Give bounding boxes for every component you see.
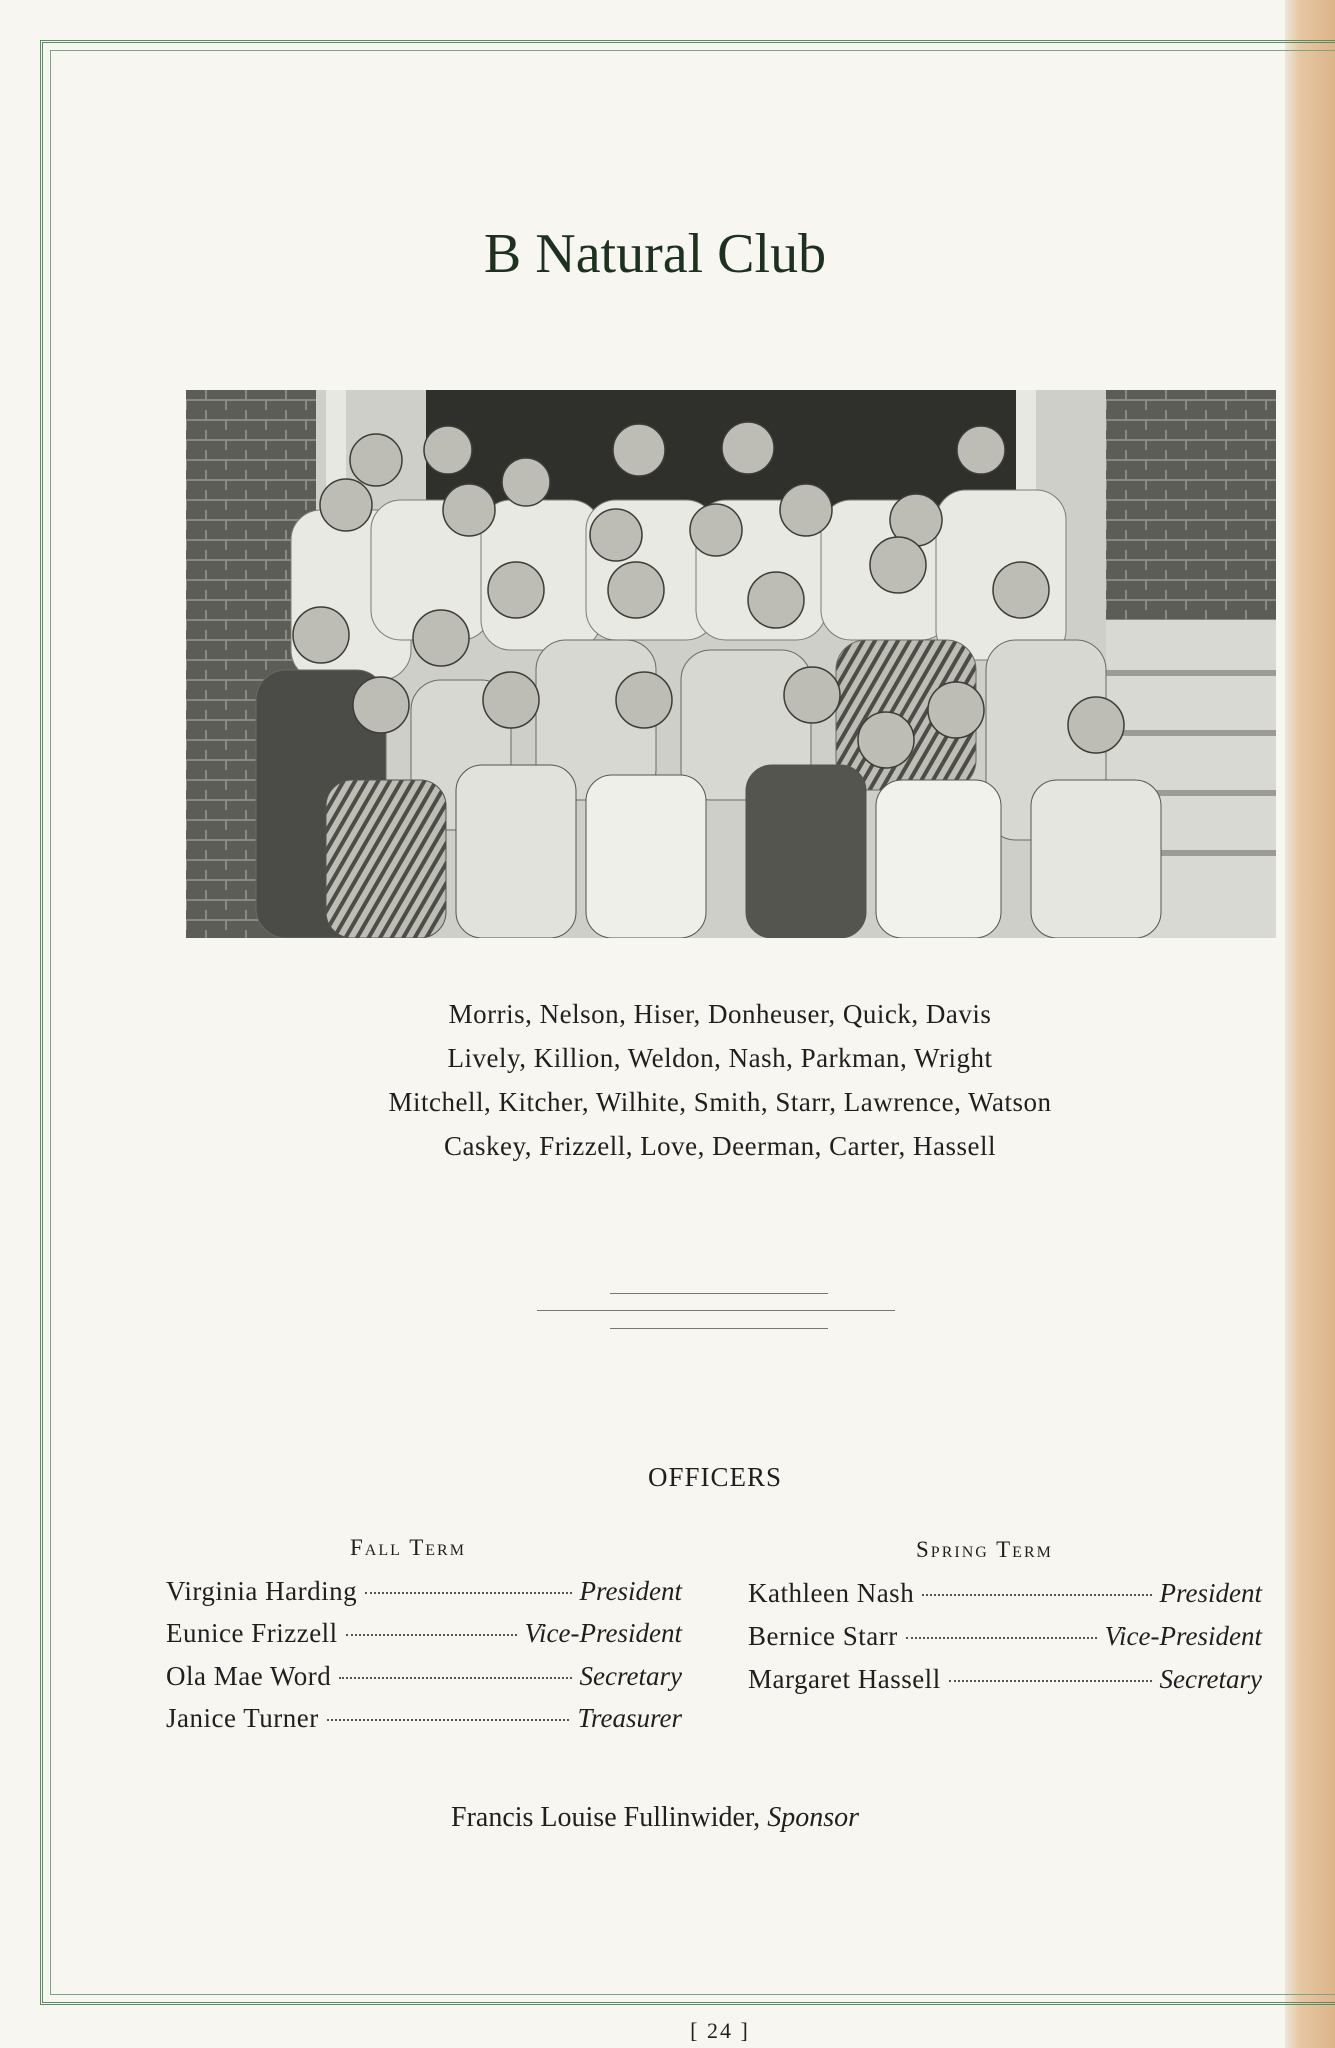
sponsor-role: Sponsor	[767, 1802, 859, 1833]
officer-row	[166, 1618, 682, 1658]
leader-dots	[327, 1719, 570, 1721]
officer-name: Kathleen Nash	[748, 1578, 915, 1608]
divider-rule	[537, 1310, 895, 1311]
officer-role: President	[579, 1576, 682, 1606]
officer-name: Virginia Harding	[166, 1576, 358, 1606]
leader-dots	[339, 1677, 571, 1679]
officer-row	[166, 1703, 682, 1743]
leader-dots	[906, 1637, 1097, 1639]
officer-role: Vice-President	[1104, 1621, 1262, 1651]
divider-rule	[610, 1328, 828, 1329]
officer-name: Janice Turner	[166, 1703, 319, 1733]
officer-role: Secretary	[579, 1661, 682, 1691]
officer-row	[748, 1664, 1262, 1704]
officer-name: Eunice Frizzell	[166, 1618, 338, 1648]
group-photo-image	[186, 390, 1276, 938]
names-row: Mitchell, Kitcher, Wilhite, Smith, Starr, Lawrence, Watson	[388, 1087, 1052, 1117]
officer-role: Vice-President	[524, 1618, 682, 1648]
divider-rule	[610, 1293, 828, 1294]
leader-dots	[365, 1592, 571, 1594]
fall-term-heading: Fall Term	[350, 1535, 466, 1560]
officer-role: Secretary	[1159, 1664, 1262, 1694]
leader-dots	[922, 1594, 1151, 1596]
officer-role: President	[1159, 1578, 1262, 1608]
officer-row	[748, 1621, 1262, 1661]
officer-row	[166, 1576, 682, 1616]
officer-row	[748, 1578, 1262, 1618]
names-row: Morris, Nelson, Hiser, Donheuser, Quick, Davis	[448, 999, 992, 1029]
group-photo	[186, 390, 1276, 938]
officer-name: Ola Mae Word	[166, 1661, 332, 1691]
officer-name: Margaret Hassell	[748, 1664, 941, 1694]
page-number: [ 24 ]	[690, 2018, 750, 2043]
officer-name: Bernice Starr	[748, 1621, 898, 1651]
photo-caption-names	[0, 992, 1335, 1168]
names-row: Caskey, Frizzell, Love, Deerman, Carter, Hassell	[444, 1131, 996, 1161]
leader-dots	[346, 1634, 517, 1636]
sponsor-line	[0, 1802, 1310, 1834]
page-title: B Natural Club	[483, 223, 827, 285]
spring-term-heading: Spring Term	[916, 1537, 1053, 1562]
names-row: Lively, Killion, Weldon, Nash, Parkman, Wright	[447, 1043, 993, 1073]
officer-role: Treasurer	[577, 1703, 682, 1733]
leader-dots	[949, 1680, 1152, 1682]
officer-row	[166, 1661, 682, 1701]
officers-heading: OFFICERS	[647, 1462, 783, 1492]
sponsor-name: Francis Louise Fullinwider,	[451, 1802, 761, 1833]
